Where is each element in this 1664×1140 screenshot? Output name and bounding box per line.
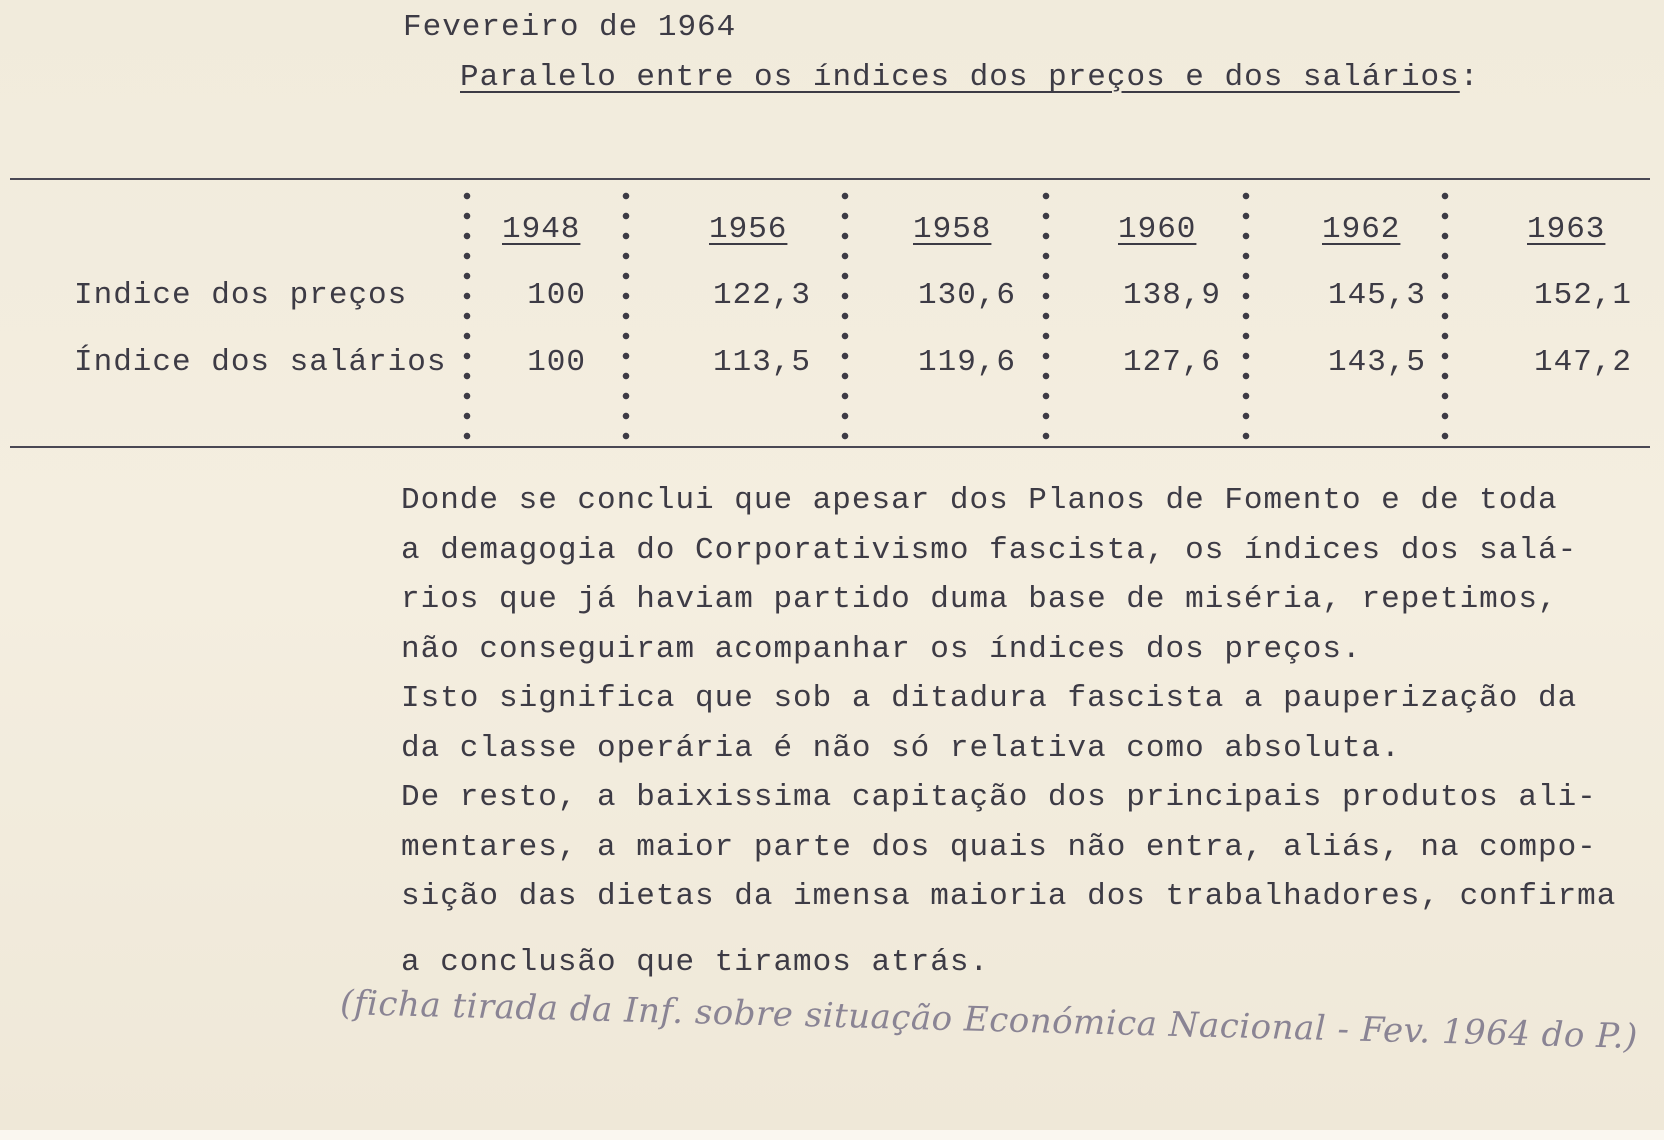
table-cell: 152,1 <box>1533 278 1632 313</box>
table-cell: 122,3 <box>712 278 811 313</box>
table-cell: 119,6 <box>917 345 1016 380</box>
row-label-salaries: Índice dos salários <box>74 345 447 380</box>
row-label-prices: Indice dos preços <box>74 278 408 313</box>
paper-edge <box>0 1130 1664 1140</box>
body-line: mentares, a maior parte dos quais não entra, aliás, na compo- <box>401 829 1597 865</box>
title-text: Paralelo entre os índices dos preços e dos salários <box>460 60 1460 95</box>
year-header: 1958 <box>913 212 992 247</box>
body-line: a demagogia do Corporativismo fascista, os índices dos salá- <box>401 532 1578 568</box>
body-line: sição das dietas da imensa maioria dos trabalhadores, confirma <box>401 879 1617 914</box>
column-separator <box>841 186 849 442</box>
table-cell: 127,6 <box>1122 345 1221 380</box>
body-line: rios que já haviam partido duma base de miséria, repetimos, <box>401 582 1558 617</box>
document-title <box>460 60 1479 95</box>
table-cell: 100 <box>527 345 586 380</box>
body-paragraph <box>401 476 1641 987</box>
column-separator <box>463 186 471 442</box>
table-cell: 147,2 <box>1533 345 1632 380</box>
year-header: 1963 <box>1527 212 1606 247</box>
column-separator <box>1042 186 1050 442</box>
table-cell: 100 <box>527 278 586 313</box>
column-separator <box>1441 186 1449 442</box>
body-line: da classe operária é não só relativa como absoluta. <box>401 730 1401 766</box>
table-cell: 145,3 <box>1327 278 1426 313</box>
year-header: 1948 <box>502 212 581 247</box>
table-cell: 138,9 <box>1122 278 1221 313</box>
body-line: a conclusão que tiramos atrás. <box>401 944 990 980</box>
body-line: Isto significa que sob a ditadura fascista a pauperização da <box>401 681 1578 716</box>
body-line: Donde se conclui que apesar dos Planos de Fomento e de toda <box>401 483 1558 518</box>
body-line: não conseguiram acompanhar os índices dos preços. <box>401 631 1362 667</box>
table-top-rule <box>10 178 1650 180</box>
table-cell: 143,5 <box>1327 345 1426 380</box>
document-date: Fevereiro de 1964 <box>403 10 737 45</box>
handwritten-note: (ficha tirada da Inf. sobre situação Económica Nacional - Fev. 1964 do P.) <box>339 983 1639 1057</box>
column-separator <box>622 186 630 442</box>
column-separator <box>1242 186 1250 442</box>
year-header: 1962 <box>1322 212 1401 247</box>
title-colon: : <box>1459 60 1480 95</box>
table-cell: 130,6 <box>917 278 1016 313</box>
table-cell: 113,5 <box>712 345 811 380</box>
year-header: 1960 <box>1118 212 1197 247</box>
table-bottom-rule <box>10 446 1650 448</box>
body-line: De resto, a baixissima capitação dos principais produtos ali- <box>401 780 1597 815</box>
year-header: 1956 <box>709 212 788 247</box>
